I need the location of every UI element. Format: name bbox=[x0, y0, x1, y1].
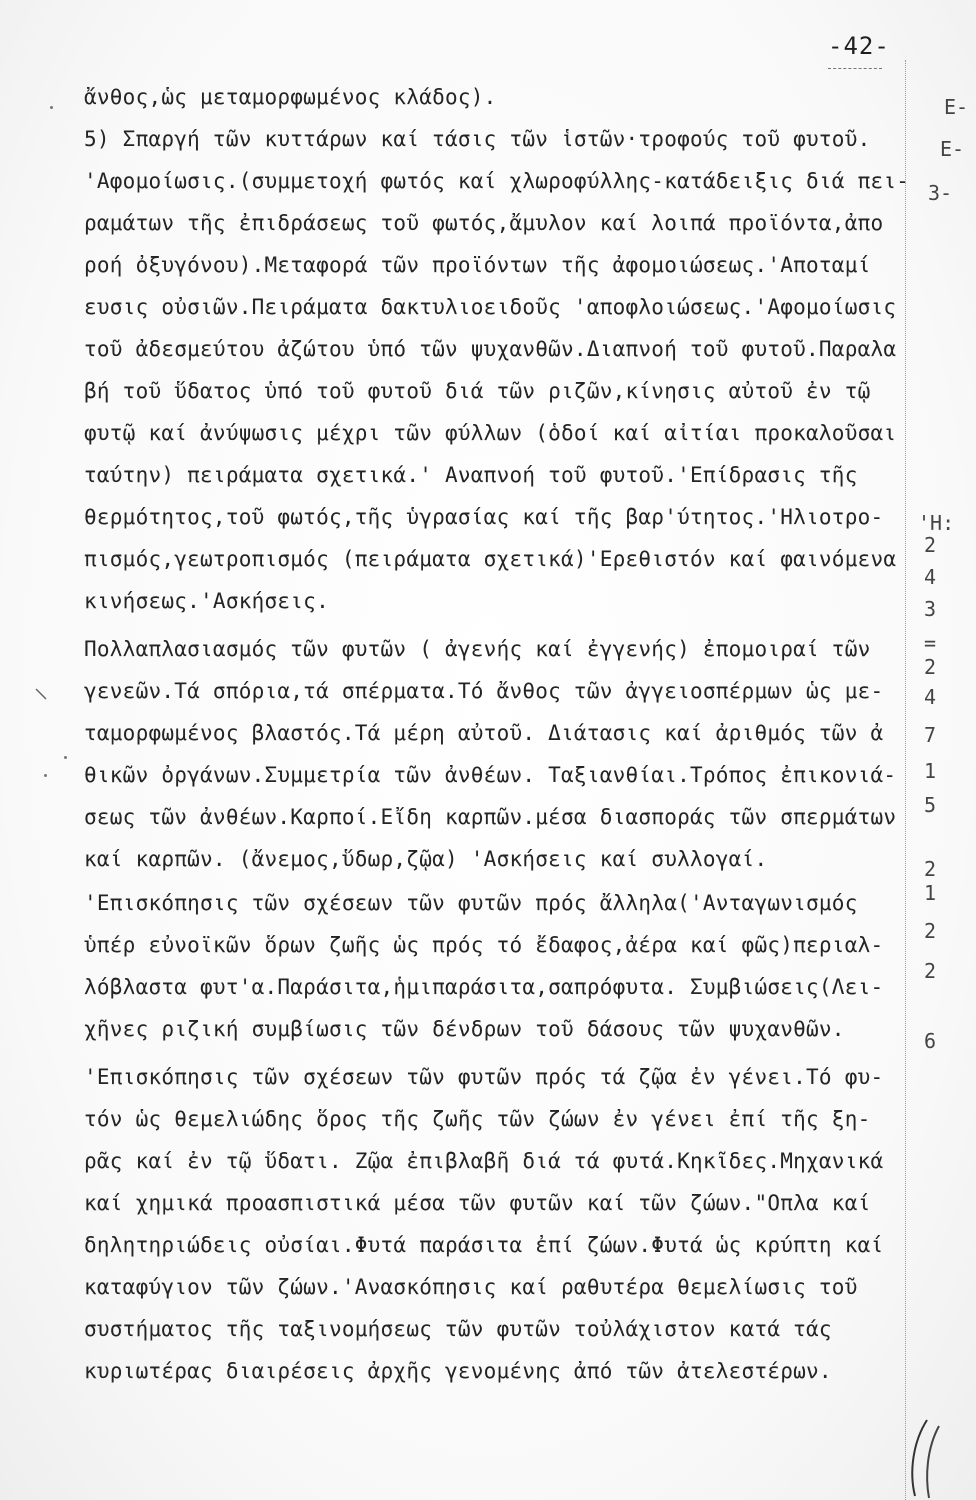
text-line: δηλητηριώδεις οὐσίαι.Φυτά παράσιτα ἐπί ζώων.Φυτά ὡς κρύπτη καί bbox=[84, 1233, 884, 1257]
text-line: ρᾶς καί ἐν τῷ ὕδατι. Ζῷα ἐπιβλαβῆ διά τά φυτά.Κηκῖδες.Μηχανικά bbox=[84, 1149, 884, 1173]
margin-note: 2 bbox=[924, 959, 937, 983]
margin-note: 4 bbox=[924, 685, 937, 709]
margin-note: 7 bbox=[924, 723, 937, 747]
text-line: ροή ὀξυγόνου).Μεταφορά τῶν προϊόντων τῆς ἀφομοιώσεως.'Αποταμί bbox=[84, 253, 871, 277]
text-line: βή τοῦ ὕδατος ὑπό τοῦ φυτοῦ διά τῶν ριζῶν,κίνησις αὐτοῦ ἐν τῷ bbox=[84, 379, 871, 403]
text-line: 5) Σπαργή τῶν κυττάρων καί τάσις τῶν ἱστῶν·τροφούς τοῦ φυτοῦ. bbox=[84, 127, 871, 151]
text-line: ἄνθος,ὡς μεταμορφωμένος κλάδος). bbox=[84, 85, 497, 109]
ink-dot bbox=[44, 774, 47, 777]
text-line: πισμός,γεωτροπισμός (πειράματα σχετικά)'Ερεθιστόν καί φαινόμενα bbox=[84, 547, 897, 571]
text-line: τόν ὡς θεμελιώδης ὅρος τῆς ζωῆς τῶν ζώων ἐν γένει ἐπί τῆς ξη- bbox=[84, 1107, 871, 1131]
margin-note: Ε- bbox=[940, 137, 965, 161]
text-line: χῆνες ριζική συμβίωσις τῶν δένδρων τοῦ δάσους τῶν ψυχανθῶν. bbox=[84, 1017, 845, 1041]
margin-note: 1 bbox=[924, 881, 937, 905]
margin-note: 2 bbox=[924, 533, 937, 557]
margin-note: 5 bbox=[924, 793, 937, 817]
margin-note: 3- bbox=[928, 181, 953, 205]
text-line: 'Επισκόπησις τῶν σχέσεων τῶν φυτῶν πρός ἄλληλα('Ανταγωνισμός bbox=[84, 891, 858, 915]
text-line: καταφύγιον τῶν ζώων.'Ανασκόπησις καί ραθυτέρα θεμελίωσις τοῦ bbox=[84, 1275, 858, 1299]
right-margin-strip bbox=[905, 60, 976, 1500]
margin-note: 2 bbox=[924, 655, 937, 679]
text-line: ὑπέρ εὐνοϊκῶν ὅρων ζωῆς ὡς πρός τό ἔδαφος,ἀέρα καί φῶς)περιαλ- bbox=[84, 933, 884, 957]
text-line: καί χημικά προασπιστικά μέσα τῶν φυτῶν καί τῶν ζώων."Οπλα καί bbox=[84, 1191, 871, 1215]
margin-note: 6 bbox=[924, 1029, 937, 1053]
margin-note: 1 bbox=[924, 759, 937, 783]
left-margin-mark bbox=[34, 686, 50, 700]
text-line: συστήματος τῆς ταξινομήσεως τῶν φυτῶν τοὐλάχιστον κατά τάς bbox=[84, 1317, 832, 1341]
text-line: θικῶν ὀργάνων.Συμμετρία τῶν ἀνθέων. Ταξιανθίαι.Τρόπος ἐπικονιά- bbox=[84, 763, 897, 787]
text-line: γενεῶν.Τά σπόρια,τά σπέρματα.Τό ἄνθος τῶν ἀγγειοσπέρμων ὡς με- bbox=[84, 679, 884, 703]
ink-dot bbox=[64, 756, 67, 759]
text-line: θερμότητος,τοῦ φωτός,τῆς ὑγρασίας καί τῆς βαρ'ύτητος.'Ηλιοτρο- bbox=[84, 505, 884, 529]
text-line: τοῦ ἀδεσμεύτου ἀζώτου ὑπό τῶν ψυχανθῶν.Διαπνοή τοῦ φυτοῦ.Παραλα bbox=[84, 337, 897, 361]
text-line: λόβλαστα φυτ'α.Παράσιτα,ἡμιπαράσιτα,σαπρόφυτα. Συμβιώσεις(Λει- bbox=[84, 975, 884, 999]
text-line: φυτῷ καί ἀνύψωσις μέχρι τῶν φύλλων (ὁδοί καί αἰτίαι προκαλοῦσαι bbox=[84, 421, 897, 445]
margin-note: = bbox=[924, 631, 937, 655]
text-line: κινήσεως.'Ασκήσεις. bbox=[84, 589, 329, 613]
text-line: κυριωτέρας διαιρέσεις ἀρχῆς γενομένης ἀπό τῶν ἀτελεστέρων. bbox=[84, 1359, 832, 1383]
margin-note: 2 bbox=[924, 857, 937, 881]
page-number: -42- bbox=[828, 32, 890, 60]
text-line: καί καρπῶν. (ἄνεμος,ὕδωρ,ζῷα) 'Ασκήσεις καί συλλογαί. bbox=[84, 847, 768, 871]
margin-note: 3 bbox=[924, 597, 937, 621]
text-line: ταμορφωμένος βλαστός.Τά μέρη αὐτοῦ. Διάτασις καί ἀριθμός τῶν ἀ bbox=[84, 721, 884, 745]
text-line: ευσις οὐσιῶν.Πειράματα δακτυλιοειδοῦς 'αποφλοιώσεως.'Αφομοίωσις bbox=[84, 295, 897, 319]
text-line: ραμάτων τῆς ἐπιδράσεως τοῦ φωτός,ἄμυλον καί λοιπά προϊόντα,ἀπο bbox=[84, 211, 884, 235]
margin-note: Ε- bbox=[944, 95, 969, 119]
ink-dot bbox=[50, 106, 53, 109]
text-line: 'Αφομοίωσις.(συμμετοχή φωτός καί χλωροφύλλης-κατάδειξις διά πει- bbox=[84, 169, 910, 193]
text-line: 'Επισκόπησις τῶν σχέσεων τῶν φυτῶν πρός τά ζῷα ἐν γένει.Τό φυ- bbox=[84, 1065, 884, 1089]
margin-note: 2 bbox=[924, 919, 937, 943]
text-line: ταύτην) πειράματα σχετικά.' Αναπνοή τοῦ φυτοῦ.'Επίδρασις τῆς bbox=[84, 463, 858, 487]
margin-note: 4 bbox=[924, 565, 937, 589]
margin-note: 'Η: bbox=[918, 511, 955, 535]
text-line: Πολλαπλασιασμός τῶν φυτῶν ( ἀγενής καί ἐγγενής) ἐπομοιραί τῶν bbox=[84, 637, 871, 661]
handwritten-mark bbox=[895, 1412, 965, 1500]
text-line: σεως τῶν ἀνθέων.Καρποί.Εἴδη καρπῶν.μέσα διασποράς τῶν σπερμάτων bbox=[84, 805, 897, 829]
